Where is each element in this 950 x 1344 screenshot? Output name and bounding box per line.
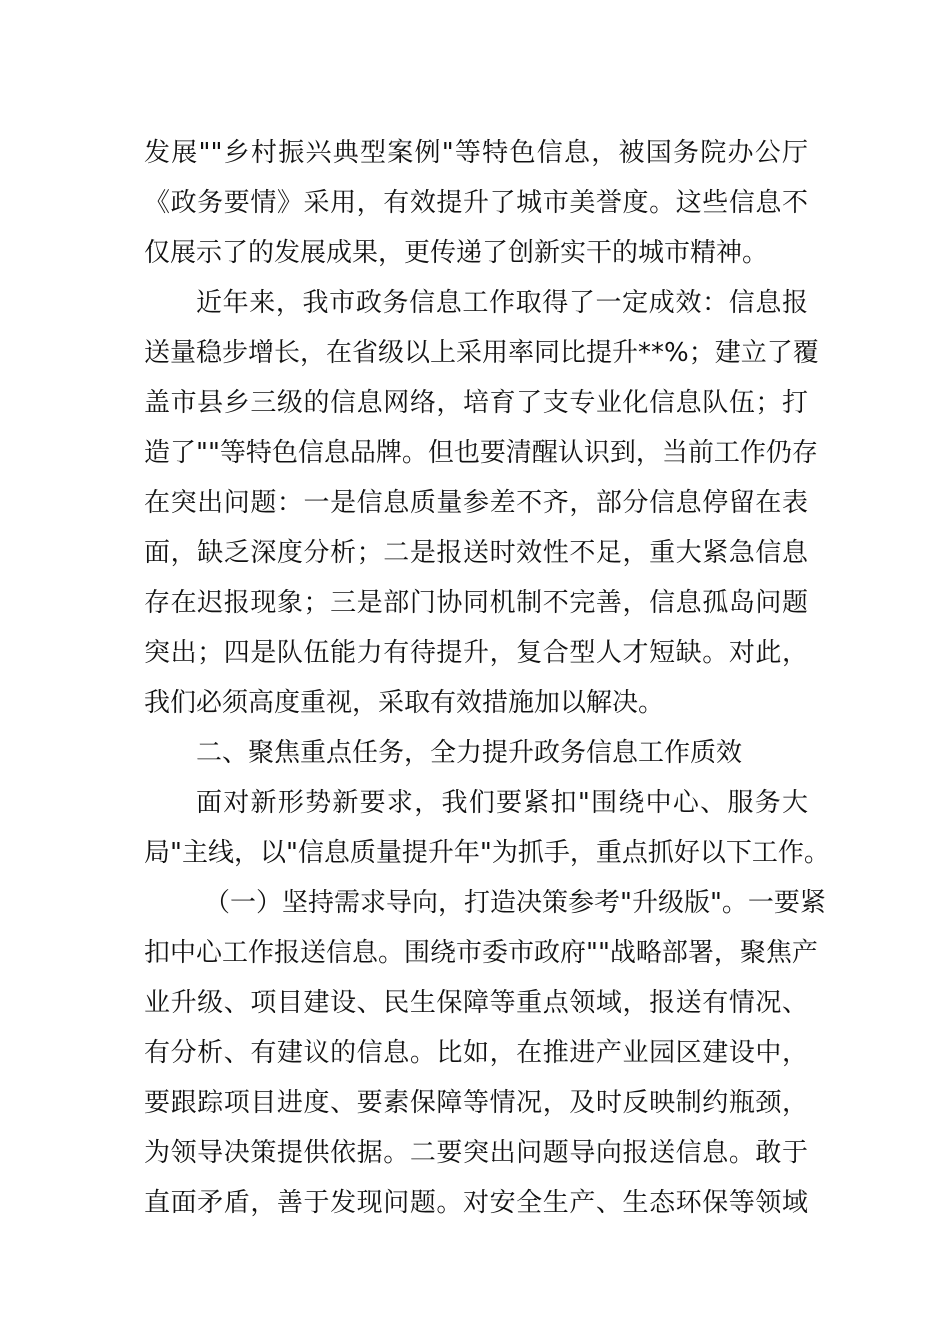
paragraph-1-line-3: 仅展示了的发展成果，更传递了创新实干的城市精神。 bbox=[144, 238, 769, 268]
paragraph-2-line-5: 在突出问题：一是信息质量参差不齐，部分信息停留在表 bbox=[144, 488, 808, 518]
paragraph-2-line-7: 存在迟报现象；三是部门协同机制不完善，信息孤岛问题 bbox=[144, 588, 808, 618]
document-body bbox=[144, 128, 830, 1228]
paragraph-2-line-2: 送量稳步增长，在省级以上采用率同比提升**%；建立了覆 bbox=[144, 338, 819, 368]
paragraph-2-line-9: 我们必须高度重视，采取有效措施加以解决。 bbox=[144, 688, 665, 718]
paragraph-1-line-2: 《政务要情》采用，有效提升了城市美誉度。这些信息不 bbox=[144, 188, 808, 218]
paragraph-4-line-7: 直面矛盾，善于发现问题。对安全生产、生态环保等领域 bbox=[144, 1188, 808, 1218]
paragraph-3-line-1: 面对新形势新要求，我们要紧扣"围绕中心、服务大 bbox=[196, 788, 808, 818]
paragraph-2-line-6: 面，缺乏深度分析；二是报送时效性不足，重大紧急信息 bbox=[144, 538, 808, 568]
paragraph-4-line-4: 有分析、有建议的信息。比如，在推进产业园区建设中， bbox=[144, 1038, 808, 1068]
paragraph-4-line-1: （一）坚持需求导向，打造决策参考"升级版"。一要紧 bbox=[204, 888, 826, 918]
paragraph-2-line-1: 近年来，我市政务信息工作取得了一定成效：信息报 bbox=[196, 288, 808, 318]
paragraph-2-line-3: 盖市县乡三级的信息网络，培育了支专业化信息队伍；打 bbox=[144, 388, 808, 418]
paragraph-4-line-3: 业升级、项目建设、民生保障等重点领域，报送有情况、 bbox=[144, 988, 808, 1018]
section-heading-2: 二、聚焦重点任务，全力提升政务信息工作质效 bbox=[196, 738, 743, 768]
paragraph-2-line-8: 突出；四是队伍能力有待提升，复合型人才短缺。对此， bbox=[144, 638, 808, 668]
paragraph-2-line-4: 造了""等特色信息品牌。但也要清醒认识到，当前工作仍存 bbox=[144, 438, 818, 468]
paragraph-3-line-2: 局"主线，以"信息质量提升年"为抓手，重点抓好以下工作。 bbox=[144, 838, 830, 868]
paragraph-4-line-2: 扣中心工作报送信息。围绕市委市政府""战略部署，聚焦产 bbox=[144, 938, 818, 968]
paragraph-1-line-1: 发展""乡村振兴典型案例"等特色信息，被国务院办公厅 bbox=[144, 138, 808, 168]
paragraph-4-line-5: 要跟踪项目进度、要素保障等情况，及时反映制约瓶颈， bbox=[144, 1088, 808, 1118]
paragraph-4-line-6: 为领导决策提供依据。二要突出问题导向报送信息。敢于 bbox=[144, 1138, 808, 1168]
